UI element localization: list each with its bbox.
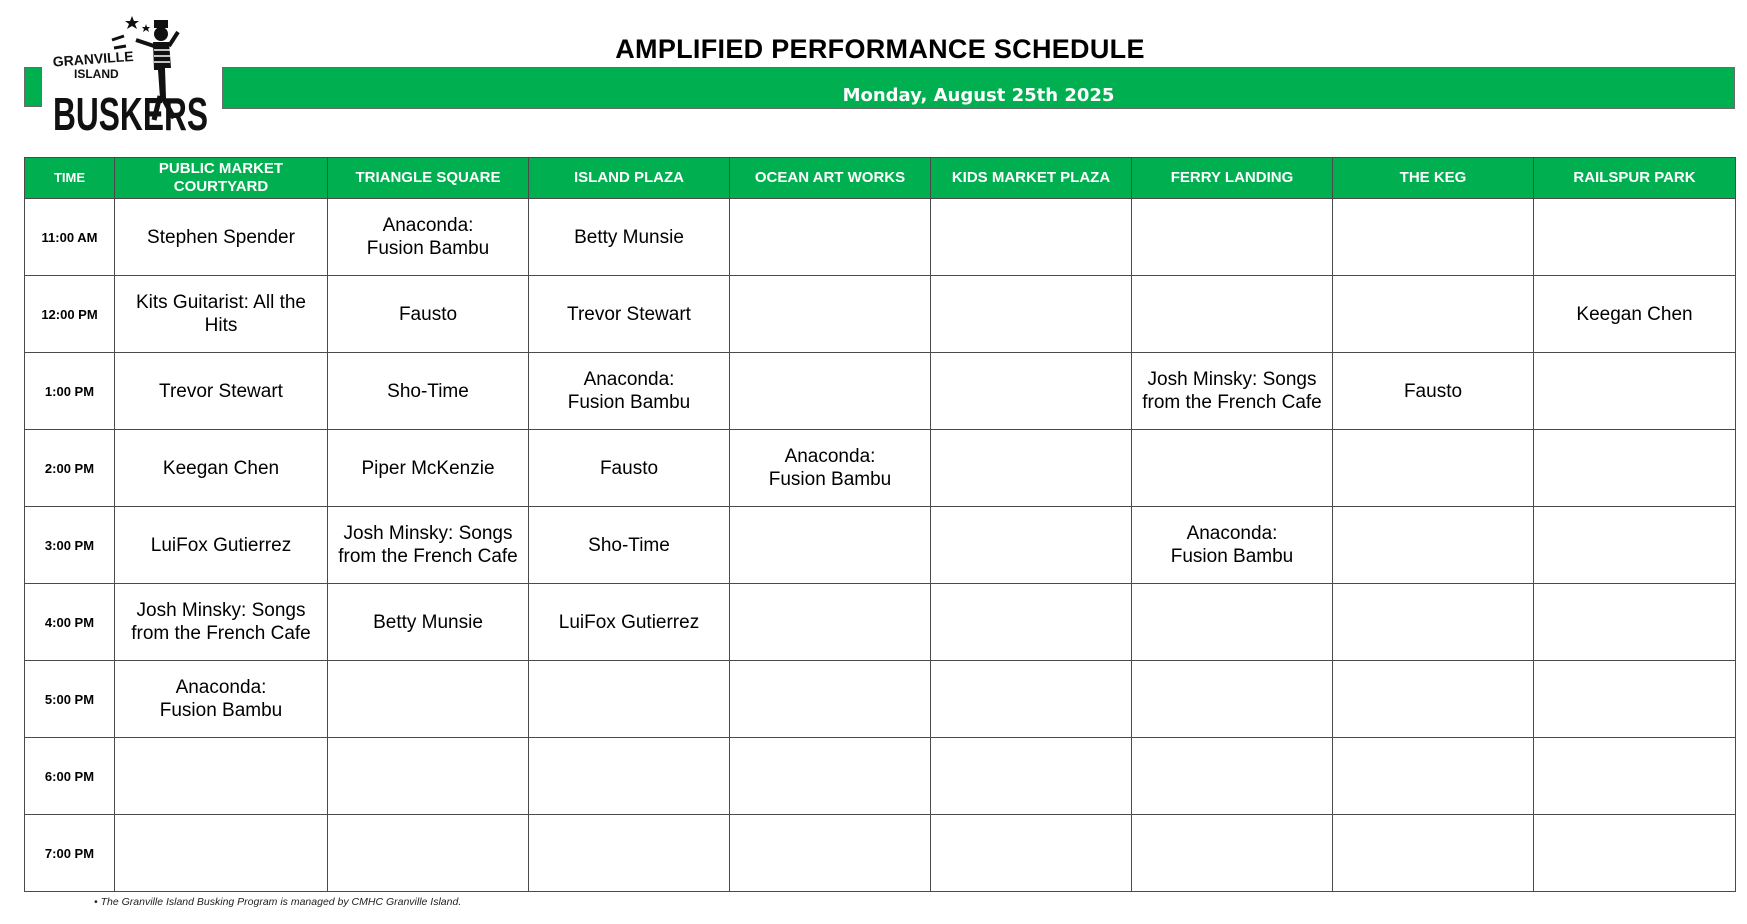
performer-cell: Anaconda: Fusion Bambu <box>328 199 529 276</box>
performer-cell <box>1333 276 1534 353</box>
performer-cell <box>730 815 931 892</box>
performer-cell <box>931 276 1132 353</box>
schedule-row <box>25 276 1736 353</box>
performer-cell: LuiFox Gutierrez <box>529 584 730 661</box>
performer-cell: LuiFox Gutierrez <box>115 507 328 584</box>
performer-cell <box>529 815 730 892</box>
time-cell: 3:00 PM <box>25 507 115 584</box>
logo-line2: ISLAND <box>74 67 119 81</box>
performer-cell <box>115 815 328 892</box>
date-banner <box>222 67 1735 109</box>
performer-cell <box>1333 738 1534 815</box>
performer-cell <box>328 815 529 892</box>
performer-cell <box>1534 584 1736 661</box>
performer-cell <box>529 738 730 815</box>
column-header: ISLAND PLAZA <box>529 158 730 199</box>
performer-cell <box>1534 353 1736 430</box>
performer-cell: Josh Minsky: Songs from the French Cafe <box>1132 353 1333 430</box>
performer-cell <box>931 507 1132 584</box>
column-header: TIME <box>25 158 115 199</box>
performer-cell: Anaconda: Fusion Bambu <box>730 430 931 507</box>
star-icon <box>125 16 139 29</box>
performer-cell <box>730 584 931 661</box>
schedule-row <box>25 353 1736 430</box>
performer-cell: Piper McKenzie <box>328 430 529 507</box>
performer-cell: Kits Guitarist: All the Hits <box>115 276 328 353</box>
performer-cell <box>1333 584 1534 661</box>
performer-cell <box>1534 430 1736 507</box>
performer-cell <box>730 199 931 276</box>
time-cell: 1:00 PM <box>25 353 115 430</box>
performer-cell: Keegan Chen <box>1534 276 1736 353</box>
logo-line3: BUSKERS <box>53 88 208 140</box>
performer-cell <box>1333 199 1534 276</box>
performer-cell <box>1132 661 1333 738</box>
performer-cell <box>931 199 1132 276</box>
performer-cell <box>529 661 730 738</box>
column-header: FERRY LANDING <box>1132 158 1333 199</box>
performer-cell: Trevor Stewart <box>115 353 328 430</box>
performer-cell: Josh Minsky: Songs from the French Cafe <box>115 584 328 661</box>
performer-cell: Anaconda: Fusion Bambu <box>115 661 328 738</box>
column-header: THE KEG <box>1333 158 1534 199</box>
performer-cell <box>931 661 1132 738</box>
performer-cell <box>730 353 931 430</box>
schedule-date: Monday, August 25th 2025 <box>842 85 1115 106</box>
schedule-row <box>25 430 1736 507</box>
logo-line1: GRANVILLE <box>52 47 134 70</box>
performer-cell <box>1534 738 1736 815</box>
performer-cell <box>1333 661 1534 738</box>
performer-cell <box>328 661 529 738</box>
performer-cell <box>1534 815 1736 892</box>
performer-cell: Fausto <box>328 276 529 353</box>
performer-cell: Sho-Time <box>328 353 529 430</box>
performer-cell <box>1132 430 1333 507</box>
schedule-row <box>25 815 1736 892</box>
schedule-row <box>25 738 1736 815</box>
performer-cell <box>730 661 931 738</box>
performer-cell: Anaconda: Fusion Bambu <box>1132 507 1333 584</box>
performer-cell <box>1132 199 1333 276</box>
header-accent-bar <box>24 67 42 107</box>
star-icon <box>142 24 150 32</box>
time-cell: 7:00 PM <box>25 815 115 892</box>
schedule-row <box>25 199 1736 276</box>
performer-cell: Stephen Spender <box>115 199 328 276</box>
time-cell: 4:00 PM <box>25 584 115 661</box>
schedule-row <box>25 507 1736 584</box>
column-header: KIDS MARKET PLAZA <box>931 158 1132 199</box>
footnote: • The Granville Island Busking Program is managed by CMHC Granville Island. <box>94 896 462 908</box>
performer-cell <box>1534 199 1736 276</box>
performer-cell: Fausto <box>529 430 730 507</box>
schedule-table <box>24 157 1736 892</box>
time-cell: 11:00 AM <box>25 199 115 276</box>
performer-cell <box>328 738 529 815</box>
performer-cell <box>1534 661 1736 738</box>
performer-cell <box>1333 507 1534 584</box>
column-header: RAILSPUR PARK <box>1534 158 1736 199</box>
schedule-row <box>25 661 1736 738</box>
page-title: AMPLIFIED PERFORMANCE SCHEDULE <box>615 34 1145 64</box>
performer-cell <box>931 353 1132 430</box>
performer-cell <box>1132 276 1333 353</box>
performer-cell <box>931 738 1132 815</box>
header-row <box>25 158 1736 199</box>
time-cell: 2:00 PM <box>25 430 115 507</box>
performer-cell: Josh Minsky: Songs from the French Cafe <box>328 507 529 584</box>
performer-cell: Betty Munsie <box>328 584 529 661</box>
performer-cell: Fausto <box>1333 353 1534 430</box>
performer-cell: Betty Munsie <box>529 199 730 276</box>
column-header: PUBLIC MARKET COURTYARD <box>115 158 328 199</box>
performer-cell <box>1534 507 1736 584</box>
performer-cell <box>1333 815 1534 892</box>
column-header: TRIANGLE SQUARE <box>328 158 529 199</box>
performer-cell: Anaconda: Fusion Bambu <box>529 353 730 430</box>
performer-cell <box>1132 738 1333 815</box>
performer-cell <box>730 738 931 815</box>
performer-cell <box>730 507 931 584</box>
performer-cell <box>931 430 1132 507</box>
performer-cell: Trevor Stewart <box>529 276 730 353</box>
time-cell: 6:00 PM <box>25 738 115 815</box>
performer-cell: Sho-Time <box>529 507 730 584</box>
performer-cell <box>115 738 328 815</box>
performer-cell <box>1132 815 1333 892</box>
time-cell: 12:00 PM <box>25 276 115 353</box>
performer-cell <box>1333 430 1534 507</box>
column-header: OCEAN ART WORKS <box>730 158 931 199</box>
performer-cell: Keegan Chen <box>115 430 328 507</box>
performer-cell <box>931 584 1132 661</box>
performer-cell <box>1132 584 1333 661</box>
granville-island-buskers-logo <box>50 10 220 138</box>
schedule-row <box>25 584 1736 661</box>
performer-cell <box>931 815 1132 892</box>
performer-cell <box>730 276 931 353</box>
time-cell: 5:00 PM <box>25 661 115 738</box>
